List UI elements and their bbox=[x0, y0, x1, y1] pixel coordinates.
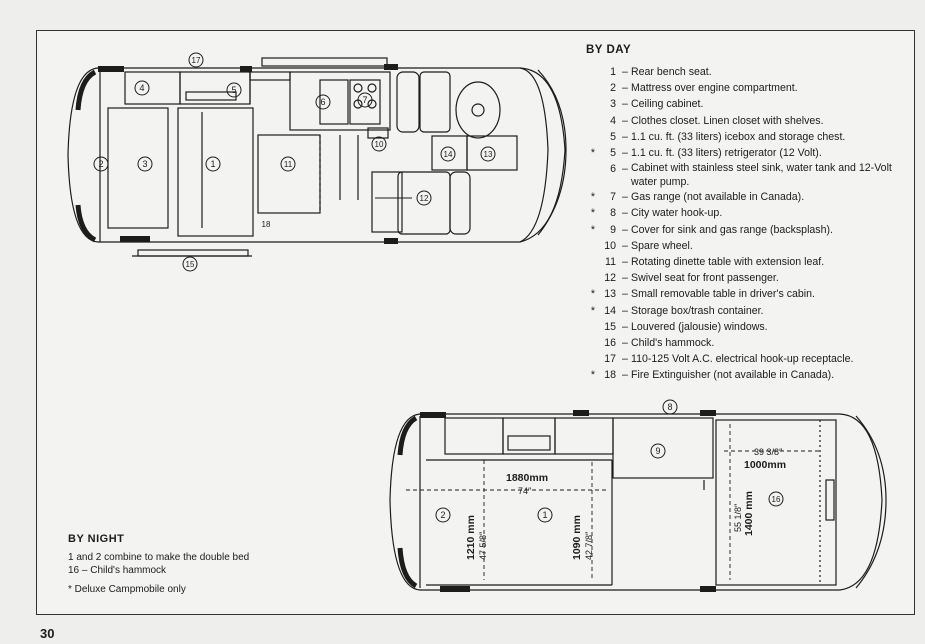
legend-item bbox=[586, 113, 906, 129]
legend-item-dash: – bbox=[622, 256, 628, 269]
bed-width1-in: 47 5/8″ bbox=[478, 531, 488, 560]
legend-item-dash: – bbox=[622, 66, 628, 78]
legend-item-text: Gas range (not available in Canada). bbox=[631, 191, 805, 204]
legend-item bbox=[586, 286, 906, 302]
legend-item-star bbox=[586, 319, 595, 335]
legend-item-text: Fire Extinguisher (not available in Canada). bbox=[631, 369, 835, 382]
hammock-length-mm: 1400 mm bbox=[743, 491, 755, 536]
night-label-2: 2 bbox=[440, 510, 446, 520]
legend-item-text: Small removable table in driver's cabin. bbox=[631, 288, 815, 301]
by-day-legend bbox=[586, 64, 906, 384]
legend-item-dash: – bbox=[622, 304, 628, 317]
legend-item-star: * bbox=[590, 288, 595, 301]
legend-item-star bbox=[586, 254, 595, 270]
legend-item bbox=[586, 189, 906, 205]
legend-item-dash: – bbox=[622, 82, 628, 95]
legend-item-number: 16 bbox=[604, 337, 616, 350]
legend-item-text: Storage box/trash container. bbox=[631, 304, 764, 317]
legend-item-dash: – bbox=[622, 223, 628, 236]
legend-item bbox=[586, 222, 906, 238]
legend-item bbox=[586, 270, 906, 286]
legend-item-star bbox=[586, 96, 595, 112]
legend-item bbox=[586, 161, 906, 189]
legend-item bbox=[586, 319, 906, 335]
legend-item-text: Spare wheel. bbox=[631, 239, 693, 252]
legend-item-number: 1 bbox=[610, 66, 616, 78]
by-night-block bbox=[68, 533, 249, 596]
legend-item-star bbox=[586, 64, 595, 80]
legend-item-number: 4 bbox=[610, 114, 616, 127]
legend-item-number: 5 bbox=[610, 130, 616, 143]
legend-item-dash: – bbox=[622, 114, 628, 127]
legend-item-number: 13 bbox=[604, 288, 616, 301]
legend-item bbox=[586, 335, 906, 351]
legend-item-text: Mattress over engine compartment. bbox=[631, 82, 798, 95]
day-label-4: 4 bbox=[139, 83, 145, 93]
legend-item-star bbox=[586, 351, 595, 367]
legend-item-dash: – bbox=[622, 239, 628, 252]
bed-width2-mm: 1090 mm bbox=[571, 515, 583, 560]
hammock-length-in: 55 1/8″ bbox=[733, 503, 743, 532]
legend-item-dash: – bbox=[622, 288, 628, 301]
legend-item-dash: – bbox=[622, 353, 628, 366]
legend-item-dash: – bbox=[622, 163, 628, 176]
night-label-16: 16 bbox=[771, 495, 781, 504]
legend-item-number: 3 bbox=[610, 98, 616, 111]
legend-item-number: 14 bbox=[604, 304, 616, 317]
legend-item-text: Rear bench seat. bbox=[631, 66, 712, 78]
legend-item-text: 1.1 cu. ft. (33 liters) icebox and storage chest. bbox=[631, 130, 846, 143]
legend-item-number: 9 bbox=[610, 223, 616, 236]
day-label-17: 17 bbox=[191, 56, 201, 65]
legend-item-dash: – bbox=[622, 207, 628, 220]
legend-item-text: Louvered (jalousie) windows. bbox=[631, 320, 768, 333]
legend-item-text: Cover for sink and gas range (backsplash). bbox=[631, 223, 833, 236]
bed-length-mm: 1880mm bbox=[506, 472, 549, 484]
legend-item-star bbox=[586, 335, 595, 351]
day-label-13: 13 bbox=[483, 150, 493, 159]
legend-item bbox=[586, 351, 906, 367]
legend-item-text: Ceiling cabinet. bbox=[631, 98, 704, 111]
hammock-width-in: 39 3/8″ bbox=[754, 447, 783, 457]
legend-item-star: * bbox=[590, 147, 595, 160]
legend-item-star bbox=[586, 270, 595, 286]
legend-item-star bbox=[586, 161, 595, 189]
day-label-14: 14 bbox=[443, 150, 453, 159]
by-day-title: BY DAY bbox=[586, 44, 632, 56]
legend-item-dash: – bbox=[622, 337, 628, 350]
legend-item-text: 110-125 Volt A.C. electrical hook-up receptacle. bbox=[631, 353, 854, 366]
by-night-line1: 1 and 2 combine to make the double bed bbox=[68, 552, 250, 563]
legend-item-number: 17 bbox=[604, 353, 616, 366]
legend-item-dash: – bbox=[622, 320, 628, 333]
legend-item-number: 5 bbox=[610, 147, 616, 160]
night-label-1: 1 bbox=[542, 510, 548, 520]
bed-length-in: 74″ bbox=[518, 486, 532, 496]
night-label-9: 9 bbox=[655, 446, 661, 456]
day-label-2: 2 bbox=[98, 159, 104, 169]
legend-item-text: Clothes closet. Linen closet with shelves. bbox=[631, 114, 824, 127]
legend-item-star: * bbox=[590, 207, 595, 220]
legend-item bbox=[586, 129, 906, 145]
legend-item bbox=[586, 145, 906, 161]
legend-item-number: 18 bbox=[604, 369, 616, 382]
day-label-7: 7 bbox=[362, 95, 368, 105]
bed-width1-mm: 1210 mm bbox=[465, 515, 477, 560]
legend-item bbox=[586, 96, 906, 112]
legend-item-star bbox=[586, 238, 595, 254]
legend-item-dash: – bbox=[622, 369, 628, 382]
legend-item-star: * bbox=[590, 223, 595, 236]
legend-item-dash: – bbox=[622, 147, 628, 160]
legend-item-star: * bbox=[590, 369, 595, 382]
day-label-15: 15 bbox=[185, 260, 195, 269]
legend-item-text: Swivel seat for front passenger. bbox=[631, 272, 779, 285]
legend-item-text: Child's hammock. bbox=[631, 337, 715, 350]
legend-item-dash: – bbox=[622, 272, 628, 285]
by-night-line2: 16 – Child's hammock bbox=[68, 565, 167, 576]
legend-item-star: * bbox=[590, 304, 595, 317]
legend-item-number: 6 bbox=[610, 163, 616, 176]
legend-item bbox=[586, 80, 906, 96]
day-label-10: 10 bbox=[374, 140, 384, 149]
legend-item bbox=[586, 367, 906, 383]
legend-item-dash: – bbox=[622, 98, 628, 111]
day-label-18: 18 bbox=[261, 220, 271, 229]
legend-item-dash: – bbox=[622, 130, 628, 143]
legend-item-star bbox=[586, 129, 595, 145]
legend-item-number: 7 bbox=[610, 191, 616, 204]
legend-item-number: 12 bbox=[604, 272, 616, 285]
legend-item bbox=[586, 303, 906, 319]
by-night-title: BY NIGHT bbox=[68, 533, 125, 545]
day-label-11: 11 bbox=[283, 160, 293, 169]
legend-item-dash: – bbox=[622, 191, 628, 204]
legend-item-text: Cabinet with stainless steel sink, water tank and 12-Volt water pump. bbox=[631, 162, 892, 189]
legend-item-star bbox=[586, 80, 595, 96]
day-label-1: 1 bbox=[210, 159, 216, 169]
legend-item bbox=[586, 64, 906, 80]
legend-item-number: 10 bbox=[604, 239, 616, 252]
hammock-width-mm: 1000mm bbox=[744, 459, 787, 471]
legend-item bbox=[586, 254, 906, 270]
legend-item-number: 11 bbox=[605, 256, 616, 269]
legend-item-text: 1.1 cu. ft. (33 liters) retrigerator (12 Volt). bbox=[631, 147, 822, 160]
day-label-3: 3 bbox=[142, 159, 148, 169]
bed-width2-in: 42 7/8″ bbox=[584, 531, 594, 560]
legend-item-number: 8 bbox=[610, 207, 616, 220]
legend-item bbox=[586, 205, 906, 221]
page-number: 30 bbox=[40, 626, 55, 641]
night-label-8: 8 bbox=[667, 402, 673, 412]
legend-item-number: 15 bbox=[604, 320, 616, 333]
legend-item bbox=[586, 238, 906, 254]
legend-item-text: City water hook-up. bbox=[631, 207, 723, 220]
day-label-6: 6 bbox=[320, 97, 326, 107]
legend-item-star: * bbox=[590, 191, 595, 204]
deluxe-note: * Deluxe Campmobile only bbox=[68, 584, 186, 595]
day-label-12: 12 bbox=[419, 194, 429, 203]
day-label-5: 5 bbox=[231, 85, 237, 95]
legend-item-text: Rotating dinette table with extension leaf. bbox=[631, 256, 825, 269]
legend-item-star bbox=[586, 113, 595, 129]
legend-item-number: 2 bbox=[610, 82, 616, 95]
